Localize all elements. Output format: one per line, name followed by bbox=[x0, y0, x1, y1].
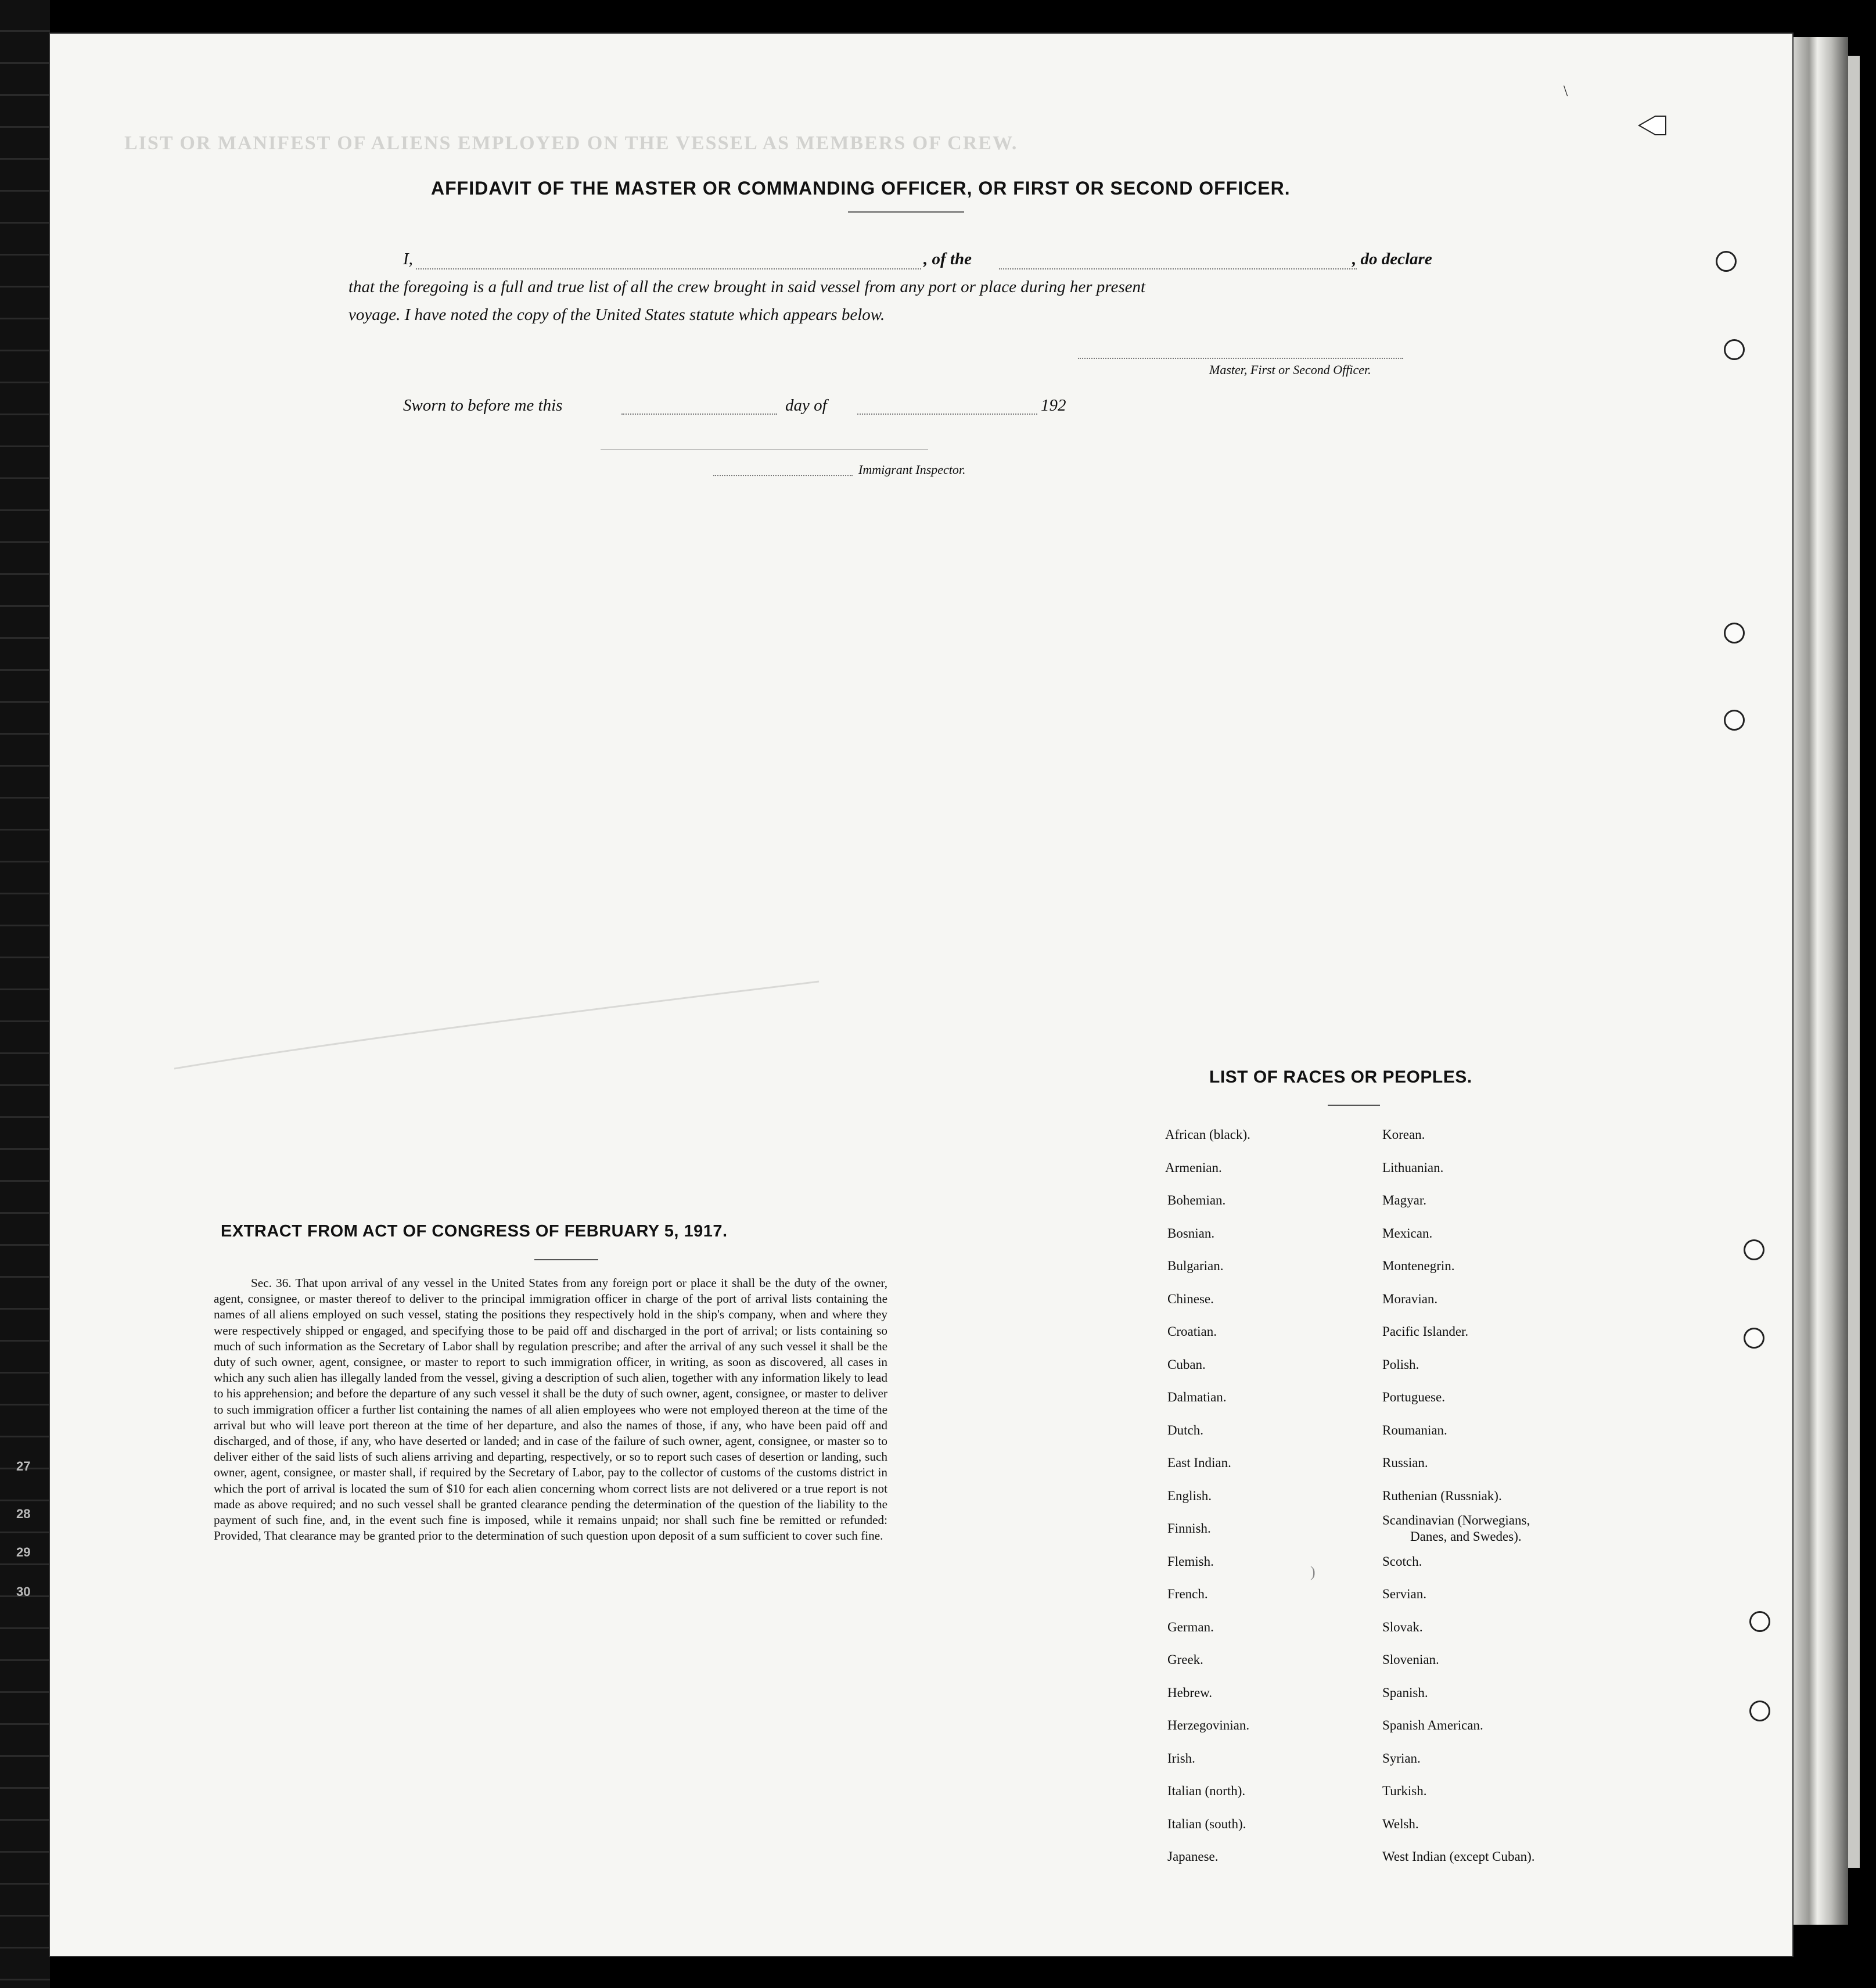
race-item: French. bbox=[1167, 1587, 1208, 1601]
sheet-edge-strip bbox=[1792, 37, 1848, 1925]
race-item: Ruthenian (Russniak). bbox=[1382, 1489, 1502, 1503]
binder-hole bbox=[1716, 251, 1737, 272]
race-item: Finnish. bbox=[1167, 1521, 1211, 1536]
vessel-blank[interactable] bbox=[999, 268, 1357, 269]
race-item: Armenian. bbox=[1165, 1160, 1222, 1175]
race-item: Slovenian. bbox=[1382, 1652, 1439, 1667]
stray-mark: ) bbox=[1310, 1563, 1316, 1580]
race-item: Croatian. bbox=[1167, 1324, 1217, 1339]
race-item: Italian (south). bbox=[1167, 1817, 1246, 1831]
race-item: Russian. bbox=[1382, 1455, 1428, 1470]
race-item: Montenegrin. bbox=[1382, 1259, 1455, 1273]
race-item: Herzegovinian. bbox=[1167, 1718, 1250, 1732]
underlying-ledger-edge bbox=[0, 0, 50, 1988]
race-item: Chinese. bbox=[1167, 1292, 1214, 1306]
extract-title: EXTRACT FROM ACT OF CONGRESS OF FEBRUARY 5, 1917. bbox=[221, 1222, 728, 1241]
bleed-through-header: LIST OR MANIFEST OF ALIENS EMPLOYED ON THE VESSEL AS MEMBERS OF CREW. bbox=[124, 132, 1018, 154]
affidavit-i: I, bbox=[403, 250, 413, 268]
title-underline bbox=[848, 211, 964, 213]
race-item: Spanish. bbox=[1382, 1685, 1428, 1700]
binder-hole bbox=[1724, 710, 1745, 731]
race-item: Mexican. bbox=[1382, 1226, 1433, 1241]
race-item: Turkish. bbox=[1382, 1784, 1427, 1798]
extract-body: Sec. 36. That upon arrival of any vessel in the United States from any foreign port or place it shall be the duty of the owner, agent, consignee, or master thereof to deliver to the principal immigration officer in charge of the port of arrival lists containing the names of all aliens employed on such vessel, stating the positions they respectively hold in the ship's company, when and where they were respectively shipped or engaged, and specifying those to be paid off and discharged in the port of arrival; or lists containing so much of such information as the Secretary of Labor shall by regulation prescribe; and after the arrival of any such vessel it shall be the duty of such owner, agent, consignee, or master to report to such immigration officer, in writing, as soon as discovered, all cases in which any such alien has illegally landed from the vessel, giving a description of such alien, together with any information likely to lead to his apprehension; and before the departure of any such vessel it shall be the duty of such owner, agent, consignee, or master to deliver to such immigration officer a further list containing the names of all alien employees who were not employed thereon at the time of the arrival but who will leave port thereon at the time of her departure, and also the names of those, if any, who have been paid off and discharged, and of those, if any, who have deserted or landed; and in case of the failure of such owner, agent, consignee, or master so to deliver either of the said lists of such aliens arriving and departing, respectively, or so to report such cases of desertion or landing, such owner, agent, consignee, or master shall, if required by the Secretary of Labor, pay to the collector of customs of the customs district in which the port of arrival is located the sum of $10 for each alien concerning whom correct lists are not delivered or a true report is not made as above required; and no such vessel shall be granted clearance pending the determination of the question of the liability to the payment of such fine, and, in the event such fine is imposed, while it remains unpaid; nor shall such fine be remitted or refunded: Provided, That clearance may be granted prior to the determination of such question upon deposit of a sum sufficient to cover such fine. bbox=[214, 1276, 887, 1543]
race-item: Welsh. bbox=[1382, 1817, 1419, 1831]
affidavit-line-3: voyage. I have noted the copy of the United States statute which appears below. bbox=[348, 305, 885, 324]
race-item: Pacific Islander. bbox=[1382, 1324, 1469, 1339]
race-item: Spanish American. bbox=[1382, 1718, 1483, 1732]
affidavit-line-2: that the foregoing is a full and true list of all the crew brought in said vessel from any port or place during her present bbox=[348, 278, 1146, 296]
race-item: Polish. bbox=[1382, 1357, 1419, 1372]
race-item: Servian. bbox=[1382, 1587, 1427, 1601]
affidavit-title: AFFIDAVIT OF THE MASTER OR COMMANDING OFFICER, OR FIRST OR SECOND OFFICER. bbox=[431, 178, 1291, 199]
race-item: Moravian. bbox=[1382, 1292, 1438, 1306]
inspector-blank[interactable] bbox=[713, 475, 853, 476]
race-item: Magyar. bbox=[1382, 1193, 1427, 1207]
margin-number: 27 bbox=[16, 1459, 31, 1473]
races-underline bbox=[1328, 1105, 1380, 1106]
race-item: Hebrew. bbox=[1167, 1685, 1213, 1700]
race-item: Cuban. bbox=[1167, 1357, 1206, 1372]
corner-tab bbox=[1638, 114, 1667, 137]
race-item: Japanese. bbox=[1167, 1849, 1219, 1864]
stray-mark: \ bbox=[1564, 82, 1568, 99]
race-item: West Indian (except Cuban). bbox=[1382, 1849, 1535, 1864]
signature-label: Master, First or Second Officer. bbox=[1209, 362, 1371, 377]
margin-number: 30 bbox=[16, 1584, 31, 1599]
sworn-day-blank[interactable] bbox=[621, 414, 777, 415]
binder-hole bbox=[1744, 1328, 1764, 1349]
race-item: Bohemian. bbox=[1167, 1193, 1226, 1207]
race-item: Bulgarian. bbox=[1167, 1259, 1224, 1273]
binder-hole bbox=[1744, 1239, 1764, 1260]
name-blank[interactable] bbox=[416, 268, 921, 269]
race-item: Korean. bbox=[1382, 1127, 1425, 1142]
binder-hole bbox=[1724, 623, 1745, 644]
race-item: German. bbox=[1167, 1620, 1214, 1634]
race-item: Scotch. bbox=[1382, 1554, 1422, 1569]
race-item: Scandinavian (Norwegians, bbox=[1382, 1513, 1530, 1527]
inspector-label: Immigrant Inspector. bbox=[858, 462, 966, 477]
margin-number: 29 bbox=[16, 1545, 31, 1559]
race-item: Roumanian. bbox=[1382, 1423, 1447, 1437]
sworn-year: 192 bbox=[1041, 396, 1066, 415]
sworn-day-of: day of bbox=[785, 396, 827, 415]
race-item: Portuguese. bbox=[1382, 1390, 1445, 1404]
sworn-label: Sworn to before me this bbox=[403, 396, 563, 415]
races-title: LIST OF RACES OR PEOPLES. bbox=[1209, 1067, 1472, 1087]
race-item: East Indian. bbox=[1167, 1455, 1231, 1470]
race-item: Dutch. bbox=[1167, 1423, 1203, 1437]
race-item: Syrian. bbox=[1382, 1751, 1421, 1766]
race-item: African (black). bbox=[1165, 1127, 1250, 1142]
margin-number: 28 bbox=[16, 1507, 31, 1521]
race-item: Flemish. bbox=[1167, 1554, 1214, 1569]
paper-crease bbox=[174, 976, 825, 1074]
binder-hole bbox=[1749, 1701, 1770, 1721]
affidavit-of-the: , of the bbox=[923, 250, 972, 268]
race-item: Slovak. bbox=[1382, 1620, 1423, 1634]
race-item: Dalmatian. bbox=[1167, 1390, 1227, 1404]
race-item: Lithuanian. bbox=[1382, 1160, 1444, 1175]
binder-hole bbox=[1724, 339, 1745, 360]
race-item: Bosnian. bbox=[1167, 1226, 1215, 1241]
race-item: Greek. bbox=[1167, 1652, 1203, 1667]
race-item: Irish. bbox=[1167, 1751, 1195, 1766]
extract-underline bbox=[534, 1259, 598, 1260]
sworn-month-blank[interactable] bbox=[857, 414, 1037, 415]
sheet-edge-strip-inner bbox=[1848, 56, 1860, 1868]
affidavit-do-declare: , do declare bbox=[1352, 250, 1432, 268]
binder-hole bbox=[1749, 1611, 1770, 1632]
race-item: English. bbox=[1167, 1489, 1212, 1503]
race-item: Italian (north). bbox=[1167, 1784, 1246, 1798]
race-item: Danes, and Swedes). bbox=[1410, 1529, 1522, 1544]
signature-blank[interactable] bbox=[1078, 358, 1403, 359]
